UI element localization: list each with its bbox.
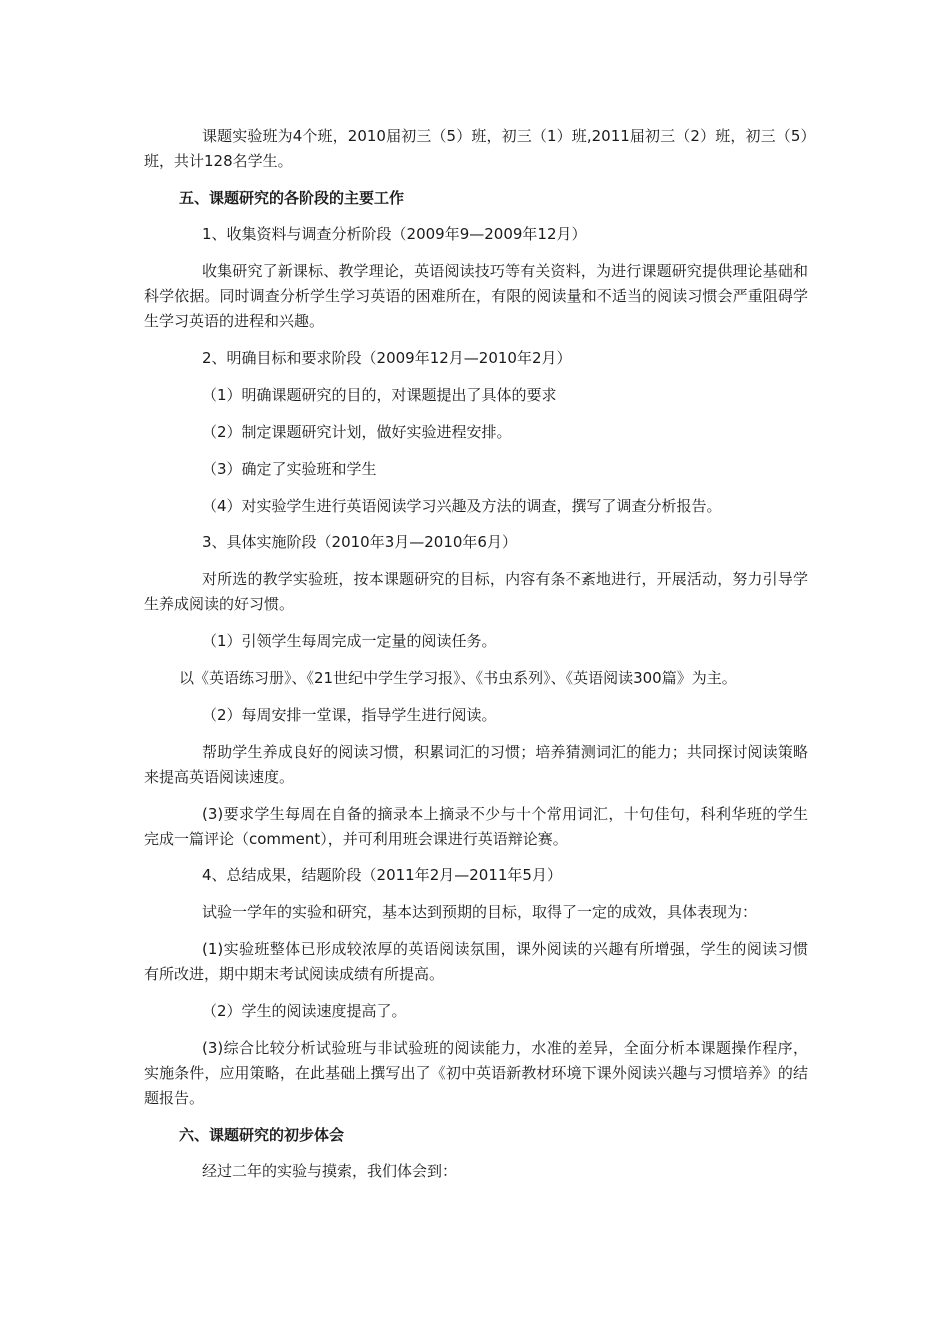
stage-4-item-3: (3)综合比较分析试验班与非试验班的阅读能力，水准的差异，全面分析本课题操作程序，实施条件，应用策略，在此基础上撰写出了《初中英语新教材环境下课外阅读兴趣与习惯培养》的结题报告。 — [144, 1039, 808, 1107]
stage-3-title: 3、具体实施阶段（2010年3月—2010年6月） — [202, 533, 517, 551]
section-heading-6: 六、课题研究的初步体会 — [179, 1126, 345, 1144]
stage-4-item-2: （2）学生的阅读速度提高了。 — [202, 1002, 407, 1020]
stage-3-item-2: （2）每周安排一堂课，指导学生进行阅读。 — [202, 706, 497, 724]
section-heading-5: 五、课题研究的各阶段的主要工作 — [179, 189, 405, 207]
stage-2-title: 2、明确目标和要求阶段（2009年12月—2010年2月） — [202, 349, 572, 367]
stage-1-body: 收集研究了新课标、教学理论，英语阅读技巧等有关资料，为进行课题研究提供理论基础和科学依据。同时调查分析学生学习英语的困难所在，有限的阅读量和不适当的阅读习惯会严重阻碍学生学习英语的进程和兴趣。 — [144, 262, 808, 330]
stage-4-title: 4、总结成果，结题阶段（2011年2月—2011年5月） — [202, 866, 562, 884]
stage-3-item-3: (3)要求学生每周在自备的摘录本上摘录不少与十个常用词汇，十句佳句，科利华班的学生完成一篇评论（comment），并可利用班会课进行英语辩论赛。 — [144, 805, 808, 848]
stage-2-item-2: （2）制定课题研究计划，做好实验进程安排。 — [202, 423, 512, 441]
stage-2-item-1: （1）明确课题研究的目的，对课题提出了具体的要求 — [202, 386, 557, 404]
document-body — [144, 124, 808, 1184]
stage-3-body: 对所选的教学实验班，按本课题研究的目标，内容有条不紊地进行，开展活动，努力引导学生养成阅读的好习惯。 — [144, 570, 808, 613]
stage-4-item-1: (1)实验班整体已形成较浓厚的英语阅读氛围，课外阅读的兴趣有所增强，学生的阅读习惯有所改进，期中期末考试阅读成绩有所提高。 — [144, 940, 808, 983]
stage-1-title: 1、收集资料与调查分析阶段（2009年9—2009年12月） — [202, 225, 587, 243]
stage-2-item-3: （3）确定了实验班和学生 — [202, 460, 377, 478]
stage-4-body: 试验一学年的实验和研究，基本达到预期的目标，取得了一定的成效，具体表现为： — [202, 903, 758, 921]
closing-paragraph: 经过二年的实验与摸索，我们体会到： — [202, 1162, 458, 1180]
reading-materials: 以《英语练习册》、《21世纪中学生学习报》、《书虫系列》、《英语阅读300篇》为主。 — [179, 669, 737, 687]
stage-2-item-4: （4）对实验学生进行英语阅读学习兴趣及方法的调查，撰写了调查分析报告。 — [202, 497, 722, 515]
paragraph-experiment-classes: 课题实验班为4个班，2010届初三（5）班，初三（1）班,2011届初三（2）班，初三（5）班，共计128名学生。 — [144, 127, 808, 170]
stage-3-item-2-body: 帮助学生养成良好的阅读习惯，积累词汇的习惯；培养猜测词汇的能力；共同探讨阅读策略来提高英语阅读速度。 — [144, 743, 808, 786]
stage-3-item-1: （1）引领学生每周完成一定量的阅读任务。 — [202, 632, 497, 650]
